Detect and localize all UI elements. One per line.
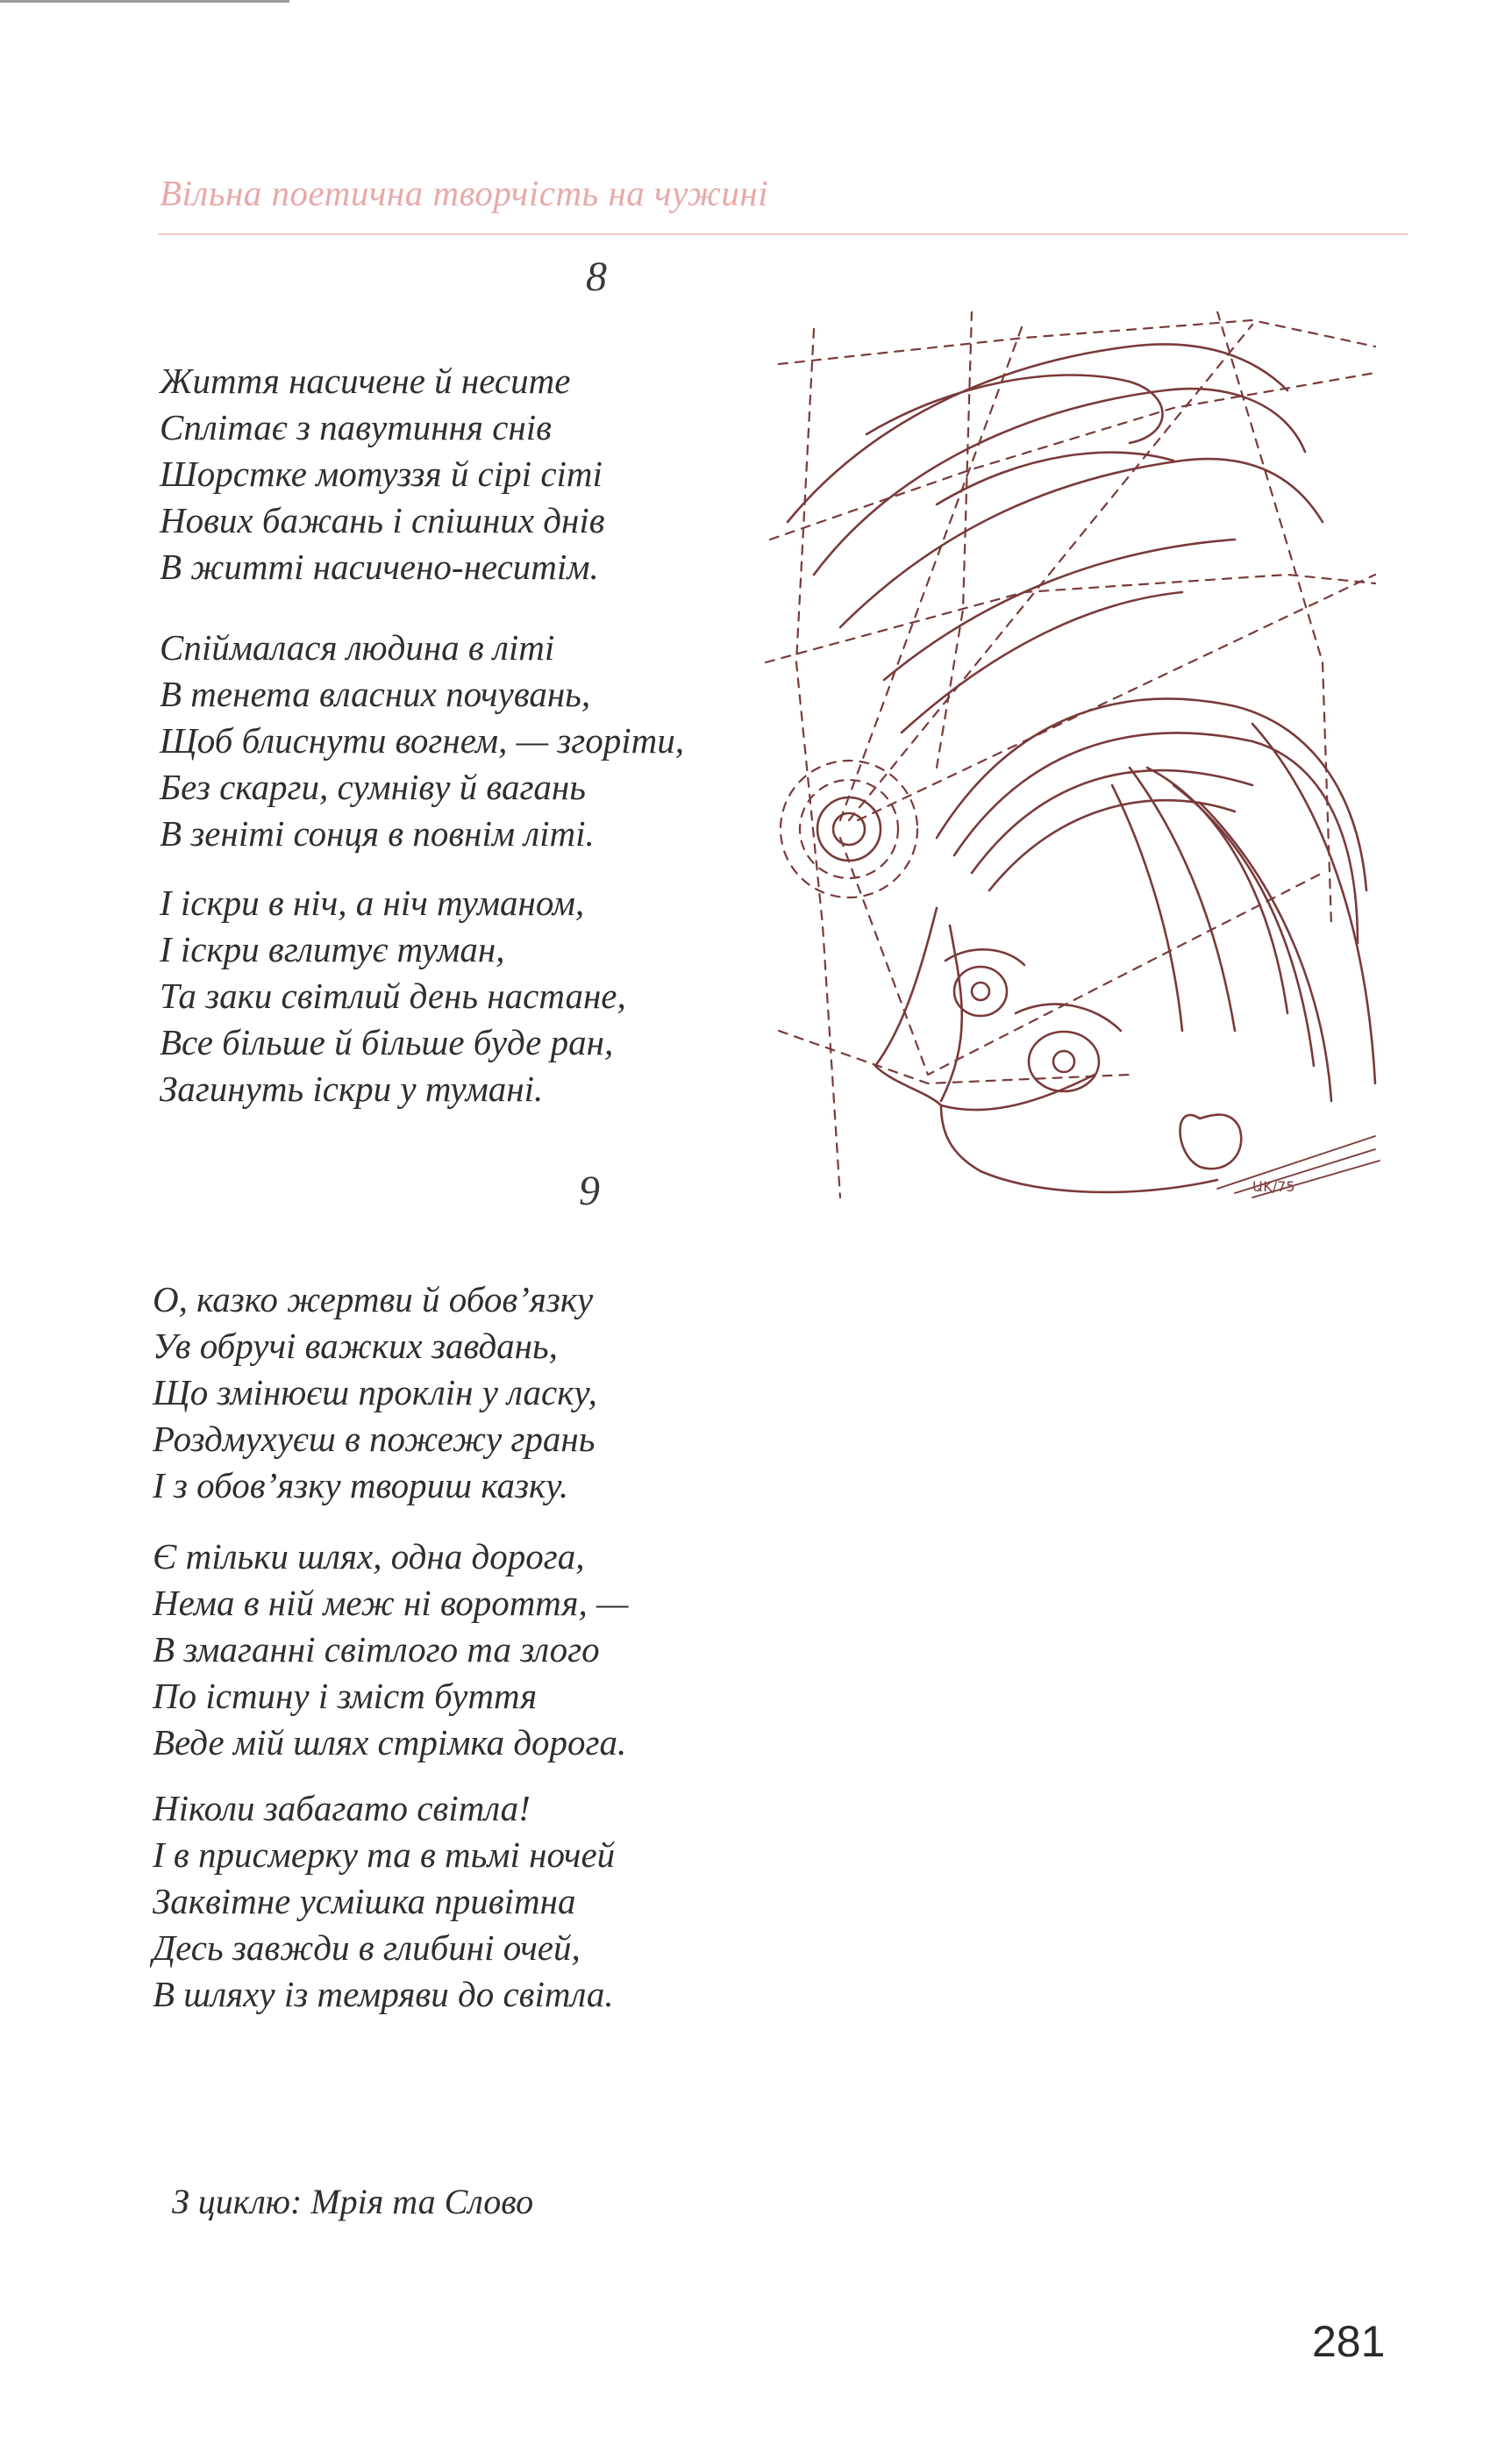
face-outline xyxy=(875,908,1217,1192)
verse-line: По істину і зміст буття xyxy=(153,1676,538,1716)
verse-line: В змаганні світлого та злого xyxy=(153,1629,600,1669)
verse-line: В житті насичено-неситім. xyxy=(160,547,599,587)
section-number-9: 9 xyxy=(579,1168,600,1214)
stanza xyxy=(153,1533,628,1766)
page-number: 281 xyxy=(1312,2317,1386,2366)
web-thread xyxy=(849,325,1252,820)
section-number-8: 8 xyxy=(586,254,607,300)
swirl-stroke xyxy=(840,459,1323,627)
web-thread xyxy=(779,1031,1130,1083)
verse-line: Спіймалася людина в літі xyxy=(160,627,555,668)
scan-edge-mark xyxy=(0,0,289,3)
verse-line: В тенета власних почувань, xyxy=(160,674,591,714)
verse-line: Все більше й більше буде ран, xyxy=(160,1022,614,1062)
verse-line: Роздмухуєш в пожежу грань xyxy=(153,1419,596,1459)
swirl-stroke xyxy=(788,344,1287,522)
verse-line: Що змінюєш проклін у ласку, xyxy=(153,1372,597,1412)
hair-stroke xyxy=(954,733,1358,943)
verse-line: Шорстке мотуззя й сірі сіті xyxy=(160,454,603,494)
left-pupil xyxy=(972,983,989,1000)
web-ring xyxy=(817,797,881,861)
verse-line: Ув обручі важких завдань, xyxy=(153,1326,558,1366)
face-cheek xyxy=(941,1075,1095,1110)
right-pupil xyxy=(1053,1051,1074,1072)
verse-line: І з обов’язку твориш казку. xyxy=(153,1465,569,1505)
swirl-stroke xyxy=(867,375,1163,444)
verse-line: Без скарги, сумніву й вагань xyxy=(160,767,586,807)
verse-line: Життя насичене й несите xyxy=(160,361,571,401)
verse-line: І в присмерку та в тьмі ночей xyxy=(153,1834,616,1875)
hair-stroke xyxy=(1112,785,1182,1031)
right-brow xyxy=(1016,1004,1121,1031)
face-web-illustration xyxy=(761,311,1393,1206)
artist-signature: ԱK/75 xyxy=(1252,1178,1295,1195)
verse-line: Є тільки шлях, одна дорога, xyxy=(153,1536,585,1576)
verse-line: Сплітає з павутиння снів xyxy=(160,407,552,447)
verse-line: Та заки світлий день настане, xyxy=(160,976,626,1016)
verse-line: Десь завжди в глибині очей, xyxy=(153,1927,581,1968)
hair-stroke xyxy=(989,800,1235,890)
web-thread xyxy=(840,838,1323,1075)
web-thread xyxy=(779,320,1375,364)
stanza xyxy=(153,1276,597,1509)
web-ring xyxy=(781,761,917,897)
web-ring xyxy=(833,813,865,845)
web-thread xyxy=(840,320,1024,820)
nose-line xyxy=(941,926,962,1101)
web-thread xyxy=(770,373,1375,540)
cycle-credit: З циклю: Мрія та Слово xyxy=(172,2182,534,2221)
right-eye xyxy=(1029,1032,1099,1091)
swirl-stroke xyxy=(814,389,1305,575)
verse-line: В зеніті сонця в повнім літі. xyxy=(160,813,595,854)
stanza xyxy=(160,880,626,1112)
stanza xyxy=(160,625,684,857)
verse-line: Веде мій шлях стрімка дорога. xyxy=(153,1722,627,1762)
verse-line: Ніколи забагато світла! xyxy=(153,1788,531,1828)
verse-line: Нема в ній меж ні вороття, — xyxy=(153,1583,629,1623)
verse-line: Загинуть іскри у тумані. xyxy=(160,1069,544,1109)
hair-stroke xyxy=(1173,785,1314,1066)
header-rule xyxy=(158,233,1408,235)
stanza xyxy=(160,358,605,590)
stanza xyxy=(153,1785,615,2018)
verse-line: Щоб блиснути вогнем, — згоріти, xyxy=(160,720,685,761)
verse-line: Заквітне усмішка привітна xyxy=(153,1881,576,1921)
left-eye xyxy=(954,967,1007,1016)
verse-line: І іскри вглитує туман, xyxy=(160,929,505,969)
verse-line: В шляху із темряви до світла. xyxy=(153,1974,614,2014)
verse-line: І іскри в ніч, а ніч туманом, xyxy=(160,883,585,923)
verse-line: О, казко жертви й обов’язку xyxy=(153,1279,594,1319)
web-thread xyxy=(858,575,1375,820)
running-head: Вільна поетична творчість на чужині xyxy=(160,173,769,213)
web-thread xyxy=(1217,311,1331,926)
ear xyxy=(1180,1115,1242,1169)
web-ring xyxy=(800,780,898,878)
verse-line: Нових бажань і спішних днів xyxy=(160,500,605,540)
